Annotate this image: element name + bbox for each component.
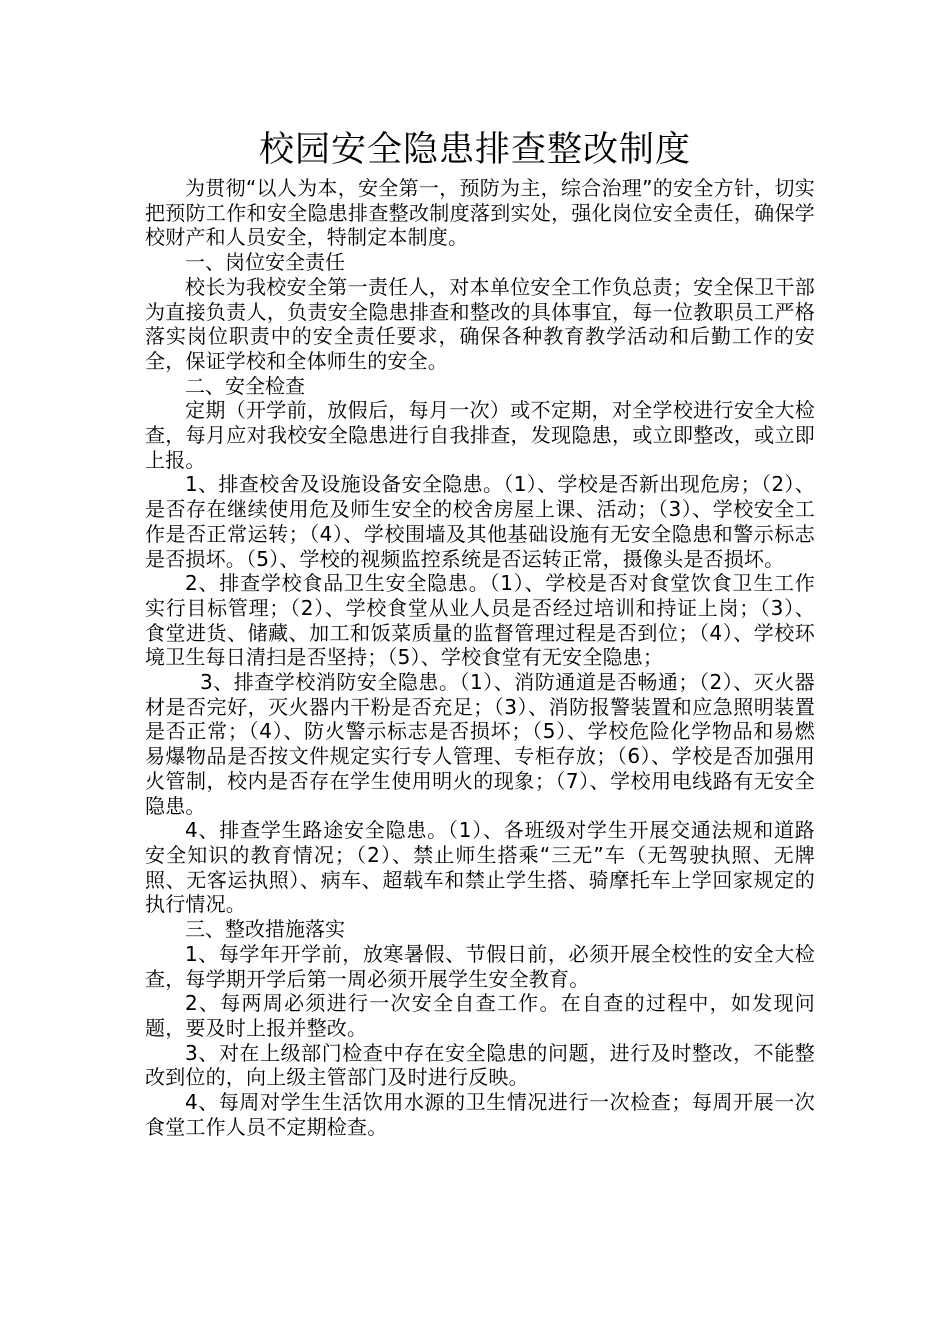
document-body <box>145 176 815 1139</box>
section-heading-3: 三、整改措施落实 <box>185 917 345 942</box>
section-3-item-2: 2、每两周必须进行一次安全自查工作。在自查的过程中，如发现问题，要及时上报并整改。 <box>145 991 815 1040</box>
section-3-item-3: 3、对在上级部门检查中存在安全隐患的问题，进行及时整改，不能整改到位的，向上级主管部门及时进行反映。 <box>145 1040 815 1090</box>
document-title: 校园安全隐患排查整改制度 <box>258 130 691 170</box>
intro-paragraph: 为贯彻“以人为本，安全第一，预防为主，综合治理”的安全方针，切实把预防工作和安全隐患排查整改制度落到实处，强化岗位安全责任，确保学校财产和人员安全，特制定本制度。 <box>145 176 815 250</box>
section-2-item-1: 1、排查校舍及设施设备安全隐患。（1）、学校是否新出现危房；（2）、是否存在继续使用危及师生安全的校舍房屋上课、活动；（3）、学校安全工作是否正常运转；（4）、学校围墙及其他基础设施有无安全隐患和警示标志是否损坏。（5）、学校的视频监控系统是否运转正常，摄像头是否损坏。 <box>145 472 815 571</box>
section-2-item-2: 2、排查学校食品卫生安全隐患。（1）、学校是否对食堂饮食卫生工作实行目标管理；（2）、学校食堂从业人员是否经过培训和持证上岗；（3）、食堂进货、储藏、加工和饭菜质量的监督管理过程是否到位；（4）、学校环境卫生每日清扫是否坚持；（5）、学校食堂有无安全隐患； <box>145 571 815 670</box>
section-3-item-1: 1、每学年开学前，放寒暑假、节假日前，必须开展全校性的安全大检查，每学期开学后第一周必须开展学生安全教育。 <box>145 941 815 991</box>
section-2-item-3: 3、排查学校消防安全隐患。（1）、消防通道是否畅通；（2）、灭火器材是否完好，灭火器内干粉是否充足；（3）、消防报警装置和应急照明装置是否正常；（4）、防火警示标志是否损坏；（5）、学校危险化学物品和易燃易爆物品是否按文件规定实行专人管理、专柜存放；（6）、学校是否加强用火管制，校内是否存在学生使用明火的现象；（7）、学校用电线路有无安全隐患。 <box>145 670 815 818</box>
section-heading-2: 二、安全检查 <box>185 373 305 398</box>
section-heading-1: 一、岗位安全责任 <box>185 250 345 275</box>
section-2-item-4: 4、排查学生路途安全隐患。（1）、各班级对学生开展交通法规和道路安全知识的教育情况；（2）、禁止师生搭乘“三无”车（无驾驶执照、无牌照、无客运执照）、病车、超载车和禁止学生搭、骑摩托车上学回家规定的执行情况。 <box>145 818 815 917</box>
section-3-item-4: 4、每周对学生生活饮用水源的卫生情况进行一次检查；每周开展一次食堂工作人员不定期检查。 <box>145 1090 815 1139</box>
section-2-paragraph-intro: 定期（开学前，放假后，每月一次）或不定期，对全学校进行安全大检查，每月应对我校安全隐患进行自我排查，发现隐患，或立即整改，或立即上报。 <box>145 398 815 472</box>
section-1-paragraph: 校长为我校安全第一责任人，对本单位安全工作负总责；安全保卫干部为直接负责人，负责安全隐患排查和整改的具体事宜，每一位教职员工严格落实岗位职责中的安全责任要求，确保各种教育教学活动和后勤工作的安全，保证学校和全体师生的安全。 <box>145 274 815 373</box>
